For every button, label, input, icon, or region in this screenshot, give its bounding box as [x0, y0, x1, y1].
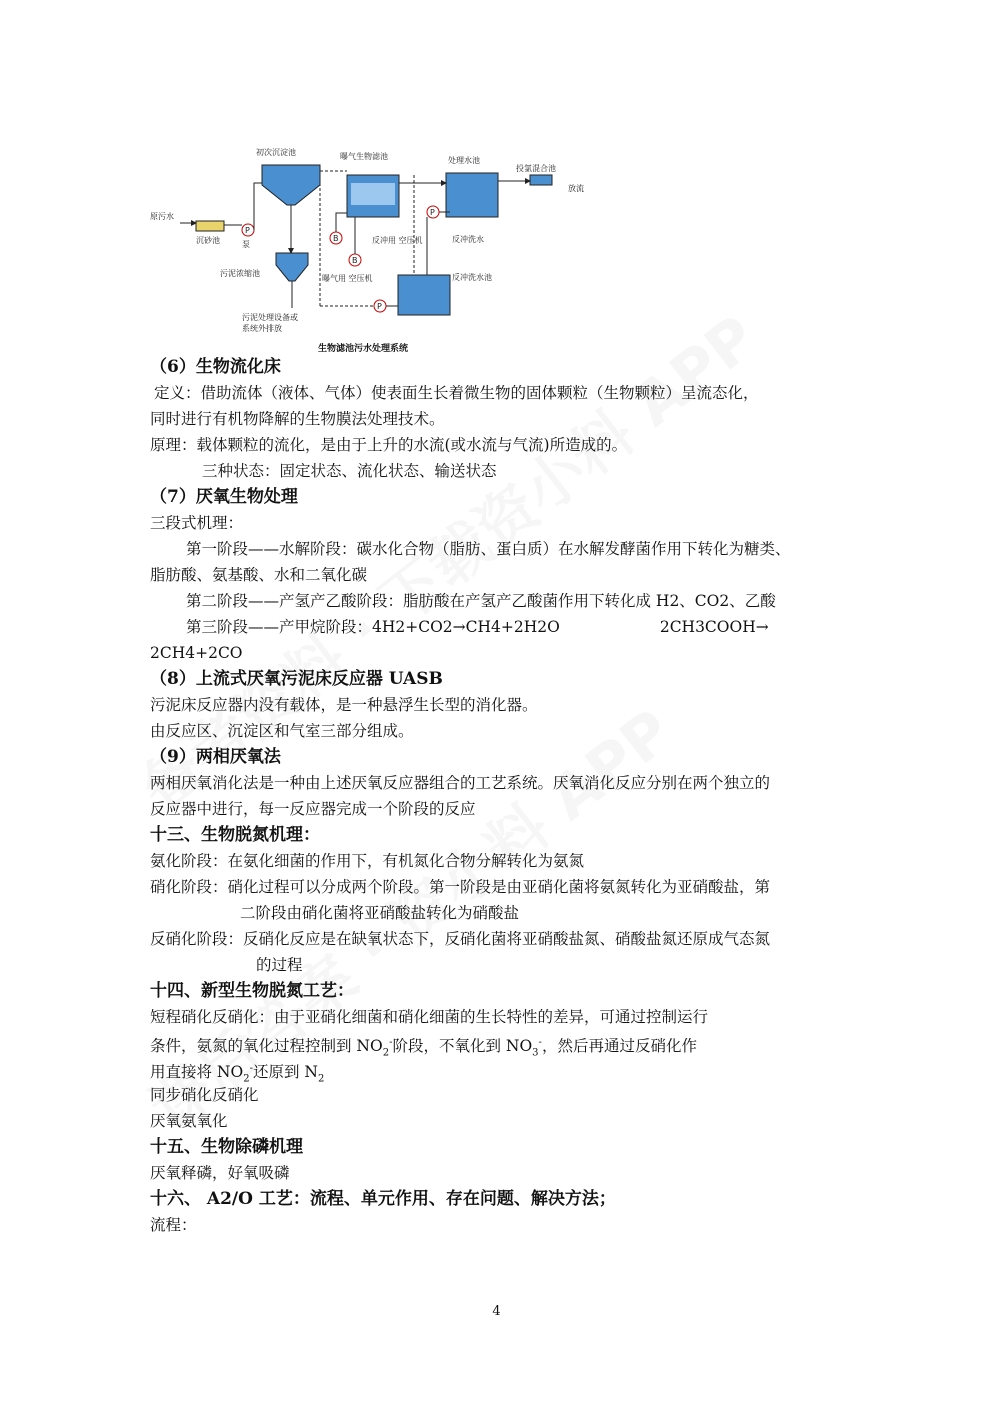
- paragraph-line: 2CH4+2CO: [150, 644, 243, 662]
- svg-text:P: P: [430, 208, 435, 217]
- primary-settling-tank: [262, 165, 320, 205]
- paragraph-line: 短程硝化反硝化：由于亚硝化细菌和硝化细菌的生长特性的差异，可通过控制运行: [150, 1008, 709, 1026]
- equation-text: 2CH3COOH→: [659, 618, 769, 636]
- process-flow-diagram: [150, 143, 584, 358]
- paragraph-line: 污泥床反应器内没有载体，是一种悬浮生长型的消化器。: [150, 696, 538, 714]
- section-heading: 十三、生物脱氮机理：: [150, 825, 320, 845]
- backwash-water-label: 反冲洗水: [452, 235, 484, 244]
- bio-filter-label: 曝气生物滤池: [340, 152, 388, 161]
- diagram-caption: 生物滤池污水处理系统: [318, 344, 409, 354]
- paragraph-line: 第二阶段——产氢产乙酸阶段：脂肪酸在产氢产乙酸菌作用下转化成 H2、CO2、乙酸: [186, 592, 776, 610]
- paragraph-line: 用直接将 $NO_2^-$还原到 $N_2$: [150, 1063, 325, 1085]
- paragraph-line: 定义：借助流体（液体、气体）使表面生长着微生物的固体颗粒（生物颗粒）呈流态化，: [154, 384, 759, 402]
- paragraph-line: 的过程: [256, 956, 303, 974]
- paragraph-line: 原理：载体颗粒的流化，是由于上升的水流(或水流与气流)所造成的。: [150, 436, 628, 454]
- paragraph-line: 第一阶段——水解阶段：碳水化合物（脂肪、蛋白质）在水解发酵菌作用下转化为糖类、: [186, 540, 791, 558]
- raw-water-label: 原污水: [150, 212, 174, 221]
- sludge-disposal-label-2: 系统外排放: [242, 324, 282, 333]
- paragraph-line: 二阶段由硝化菌将亚硝酸盐转化为硝酸盐: [240, 904, 520, 922]
- paragraph-line: [150, 614, 850, 640]
- backwash-tank: [398, 275, 450, 315]
- paragraph-line: 流程：: [150, 1216, 197, 1234]
- section-heading: 十五、生物除磷机理: [150, 1137, 303, 1157]
- primary-settling-label: 初次沉淀池: [256, 148, 296, 157]
- sludge-disposal-label-1: 污泥处理设备或: [242, 313, 298, 322]
- grit-chamber-label: 沉砂池: [196, 236, 220, 245]
- grit-chamber: [196, 221, 224, 231]
- backwash-compressor-label: 反冲用 空压机: [372, 236, 423, 245]
- paragraph-line: 厌氧氨氧化: [150, 1112, 228, 1130]
- paragraph-line: 条件，氨氮的氧化过程控制到 $NO_2^-$阶段，不氧化到 $NO_3^-$，然后再通过反硝化作: [150, 1037, 697, 1059]
- paragraph-line: 反应器中进行，每一反应器完成一个阶段的反应: [150, 800, 476, 818]
- page-number: 4: [492, 1304, 501, 1319]
- section-heading: 十四、新型生物脱氮工艺：: [150, 981, 354, 1001]
- section-heading: 十六、 A2/O 工艺：流程、单元作用、存在问题、解决方法；: [150, 1189, 616, 1209]
- sludge-thickener-label: 污泥浓缩池: [220, 269, 260, 278]
- svg-text:B: B: [352, 256, 358, 265]
- sludge-thickener: [276, 253, 308, 281]
- section-heading: （6）生物流化床: [150, 357, 281, 377]
- pump-label: 泵: [242, 240, 250, 249]
- treated-water-tank: [446, 173, 498, 217]
- backwash-tank-label: 反冲洗水池: [452, 273, 492, 282]
- paragraph-line: 三段式机理：: [150, 514, 244, 532]
- svg-text:P: P: [377, 302, 382, 311]
- discharge-label: 放流: [568, 184, 584, 193]
- paragraph-line: 两相厌氧消化法是一种由上述厌氧反应器组合的工艺系统。厌氧消化反应分别在两个独立的: [150, 774, 771, 792]
- treated-tank-label: 处理水池: [448, 156, 480, 165]
- paragraph-line: 三种状态：固定状态、流化状态、输送状态: [202, 462, 497, 480]
- chlorine-tank-label: 投氯混合池: [516, 164, 556, 173]
- section-heading: （7）厌氧生物处理: [150, 487, 298, 507]
- svg-text:P: P: [245, 226, 250, 235]
- section-heading: （9）两相厌氧法: [150, 747, 281, 767]
- paragraph-line: 同步硝化反硝化: [150, 1086, 259, 1104]
- svg-text:B: B: [333, 234, 339, 243]
- paragraph-line: 厌氧释磷，好氧吸磷: [150, 1164, 290, 1182]
- paragraph-line: 由反应区、沉淀区和气室三部分组成。: [150, 722, 414, 740]
- paragraph-line: 脂肪酸、氨基酸、水和二氧化碳: [150, 566, 368, 584]
- paragraph-line: 氨化阶段：在氨化细菌的作用下，有机氮化合物分解转化为氨氮: [150, 852, 585, 870]
- paragraph-line: 同时进行有机物降解的生物膜法处理技术。: [150, 410, 445, 428]
- document-body: [150, 354, 850, 1238]
- paragraph-line: 反硝化阶段：反硝化反应是在缺氧状态下，反硝化菌将亚硝酸盐氮、硝酸盐氮还原成气态氮: [150, 930, 771, 948]
- chlorine-tank: [530, 175, 552, 185]
- paragraph-line: 硝化阶段：硝化过程可以分成两个阶段。第一阶段是由亚硝化菌将氨氮转化为亚硝酸盐，第: [150, 878, 771, 896]
- section-heading: （8）上流式厌氧污泥床反应器 UASB: [150, 669, 443, 689]
- equation-text: 第三阶段——产甲烷阶段：4H2+CO2→CH4+2H2O: [186, 618, 560, 636]
- aeration-compressor-label: 曝气用 空压机: [322, 274, 373, 283]
